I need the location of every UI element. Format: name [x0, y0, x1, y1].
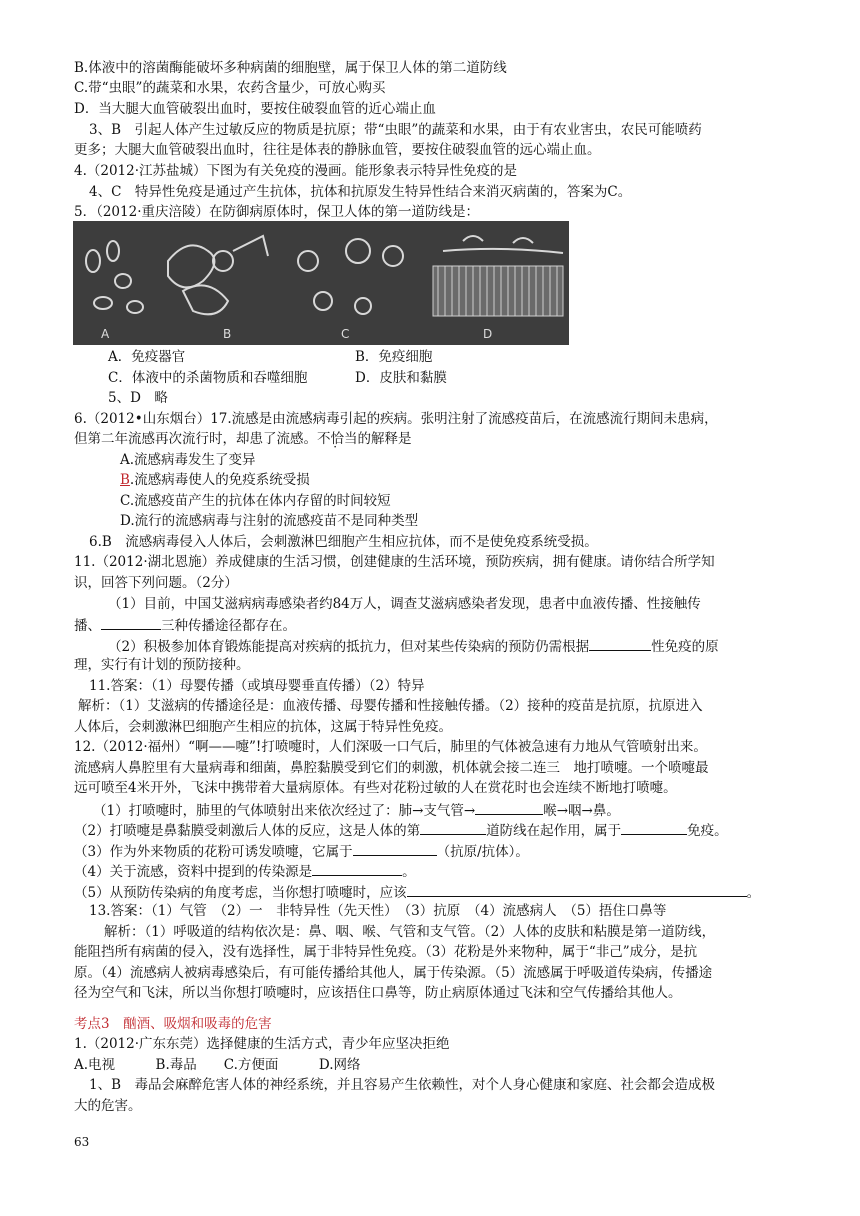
answer-blank[interactable]	[475, 800, 543, 815]
stem-text: 但第二年流感再次流行时，却患了流感。	[74, 431, 317, 447]
question-stem: 识，回答下列问题。（2分）	[74, 575, 238, 591]
sub-question	[93, 800, 620, 820]
sub-question	[74, 820, 728, 840]
text-line: C.带“虫眼”的蔬菜和水果，农药含量少，可放心购买	[74, 80, 386, 96]
question-stem	[74, 430, 412, 448]
option-text: .流感病毒使人的免疫系统受损	[129, 472, 310, 488]
text: 播、	[74, 618, 101, 634]
explanation: 径为空气和飞沫，所以当你想打喷嚏时，应该捂住口鼻等，防止病原体通过飞沫和空气传播给其他人。	[74, 985, 682, 1001]
explanation: 解析：（1）呼吸道的结构依次是：鼻、咽、喉、气管和支气管。（2）人体的皮肤和粘膜是第一道防线，	[104, 924, 716, 940]
text-line: D．当大腿大血管破裂出血时，要按住破裂血管的近心端止血	[74, 101, 436, 117]
question-stem: 远可喷至4米开外，飞沫中携带着大量病原体。有些对花粉过敏的人在赏花时也会连续不断地打喷嚏。	[74, 780, 677, 796]
text: （1）打喷嚏时，肺里的气体喷射出来依次经过了：肺→支气管→	[93, 803, 476, 819]
figure-label-a: A	[101, 327, 110, 341]
section-title: 考点3 酗酒、吸烟和吸毒的危害	[74, 1016, 272, 1032]
answer-letter: B	[120, 472, 130, 488]
answer-blank[interactable]	[407, 882, 747, 897]
text-line: 5．（2012·重庆涪陵）在防御病原体时，保卫人体的第一道防线是：	[74, 204, 479, 220]
answer-line: 13.答案：（1）气管 （2）一 非特异性（先天性） （3）抗原 （4）流感病人 （5）捂住口鼻等	[89, 903, 667, 919]
question-stem: 1.（2012·广东东莞）选择健康的生活方式，青少年应坚决拒绝	[74, 1036, 450, 1052]
explanation: 原。（4）流感病人被病毒感染后，有可能传播给其他人，属于传染源。（5）流感属于呼吸道传染病，传播途	[74, 965, 713, 981]
sub-question: 理，实行有计划的预防接种。	[74, 657, 250, 673]
immunity-cartoon-figure	[73, 221, 569, 345]
question-stem: 流感病人鼻腔里有大量病毒和细菌，鼻腔黏膜受到它们的刺激，机体就会接二连三 地打喷嚏。一个喷嚏最	[74, 760, 709, 776]
page-number: 63	[74, 1135, 90, 1149]
option-d: D.流行的流感病毒与注射的流感疫苗不是同种类型	[120, 513, 419, 529]
answer-blank[interactable]	[589, 636, 651, 651]
emphasis-text: 不恰当	[317, 431, 358, 447]
question-stem: 6.（2012•山东烟台）17.流感是由流感病毒引起的疾病。张明注射了流感疫苗后，在流感流行期间未患病，	[74, 411, 718, 427]
explanation: 解析：（1）艾滋病的传播途径是：血液传播、母婴传播和性接触传播。（2）接种的疫苗是抗原，抗原进入	[78, 698, 703, 714]
answer-blank[interactable]	[420, 820, 486, 835]
text-line: 4.（2012·江苏盐城）下图为有关免疫的漫画。能形象表示特异性免疫的是	[74, 163, 518, 179]
text: 免疫。	[687, 823, 728, 839]
option-a: A.流感病毒发生了变异	[120, 452, 256, 468]
figure-label-b: B	[223, 327, 232, 341]
text: （4）关于流感，资料中提到的传染源是	[74, 864, 313, 880]
question-stem: 12.（2012·福州）“啊——嚏”!打喷嚏时，人们深吸一口气后，肺里的气体被急速有力地从气管喷射出来。	[74, 739, 707, 755]
stem-text: 的解释是	[357, 431, 412, 447]
figure-label-c: C	[341, 327, 350, 341]
explanation: 能阻挡所有病菌的侵入，没有选择性，属于非特异性免疫。（3）花粉是外来物种，属于“非己”成分，是抗	[74, 944, 698, 960]
option-d: D．皮肤和黏膜	[355, 370, 447, 386]
option-c: C．体液中的杀菌物质和吞噬细胞	[108, 370, 308, 386]
answer-line: 大的危害。	[74, 1098, 142, 1114]
cartoon-illustration	[73, 221, 569, 345]
answer-line: 11.答案：（1）母婴传播（或填母婴垂直传播）（2）特异	[89, 678, 425, 694]
text: （抗原/抗体）。	[436, 844, 529, 860]
sub-question	[74, 861, 416, 881]
answer-blank[interactable]	[101, 615, 161, 630]
answer-line: 6.B 流感病毒侵入人体后，会刺激淋巴细胞产生相应抗体，而不是使免疫系统受损。	[89, 534, 598, 550]
text: （2）积极参加体育锻炼能提高对疾病的抵抗力，但对某些传染病的预防仍需根据	[108, 639, 590, 655]
sub-question	[74, 882, 760, 902]
answer-blank[interactable]	[312, 861, 402, 876]
figure-label-d: D	[483, 327, 493, 341]
sub-question	[74, 841, 529, 861]
text: 。	[746, 885, 761, 901]
question-stem: 11.（2012·湖北恩施）养成健康的生活习惯，创建健康的生活环境，预防疾病，拥有健康。请你结合所学知	[74, 554, 715, 570]
option-b	[120, 471, 310, 489]
text: 三种传播途径都存在。	[161, 618, 296, 634]
options-line: A.电视 B.毒品 C.方便面 D.网络	[74, 1057, 361, 1073]
answer-line: 5、D 略	[108, 390, 168, 406]
text: 道防线在起作用，属于	[486, 823, 622, 839]
option-a: A．免疫器官	[108, 349, 186, 365]
text: （2）打喷嚏是鼻黏膜受刺激后人体的反应，这是人体的第	[74, 823, 421, 839]
text-line: 3、B 引起人体产生过敏反应的物质是抗原；带“虫眼”的蔬菜和水果，由于有农业害虫，农民可能喷药	[89, 122, 702, 138]
text: 性免疫的原	[651, 639, 719, 655]
text: 。	[402, 864, 416, 880]
sub-question: （1）目前，中国艾滋病病毒感染者约84万人，调查艾滋病感染者发现，患者中血液传播、性接触传	[108, 596, 701, 612]
text: 喉→咽→鼻。	[543, 803, 620, 819]
sub-question	[108, 636, 719, 656]
text: （5）从预防传染病的角度考虑，当你想打喷嚏时，应该	[74, 885, 407, 901]
text-line: B.体液中的溶菌酶能破坏多种病菌的细胞壁，属于保卫人体的第二道防线	[74, 60, 507, 76]
answer-blank[interactable]	[353, 841, 437, 856]
sub-question	[74, 615, 296, 635]
text-line: 4、C 特异性免疫是通过产生抗体，抗体和抗原发生特异性结合来消灭病菌的，答案为C。	[89, 184, 632, 200]
text: （3）作为外来物质的花粉可诱发喷嚏，它属于	[74, 844, 353, 860]
option-c: C.流感疫苗产生的抗体在体内存留的时间较短	[120, 493, 391, 509]
answer-blank[interactable]	[621, 820, 687, 835]
option-b: B．免疫细胞	[355, 349, 433, 365]
explanation: 人体后，会刺激淋巴细胞产生相应的抗体，这属于特异性免疫。	[74, 719, 452, 735]
text-line: 更多；大腿大血管破裂出血时，往往是体表的静脉血管，要按住破裂血管的远心端止血。	[74, 142, 601, 158]
answer-line: 1、B 毒品会麻醉危害人体的神经系统，并且容易产生依赖性，对个人身心健康和家庭、社会都会造成极	[89, 1077, 716, 1093]
